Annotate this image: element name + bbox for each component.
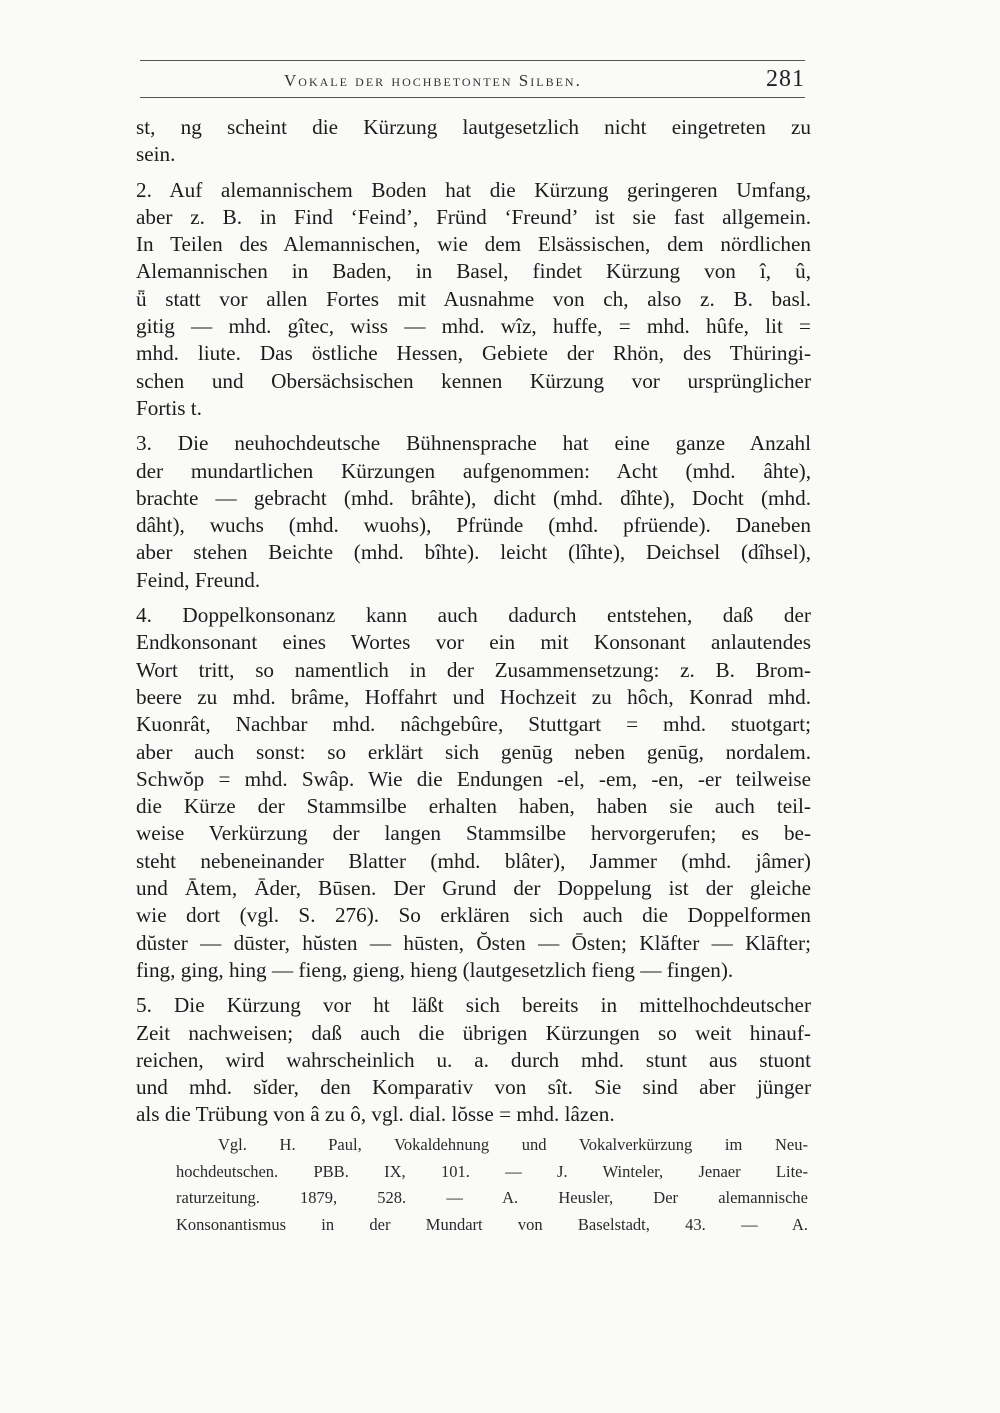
text-line: In Teilen des Alemannischen, wie dem Elsässischen, dem nördlichen [136,232,811,257]
text-line: Zeit nachweisen; daß auch die übrigen Kürzungen so weit hinauf- [136,1020,811,1045]
text-line: steht nebeneinander Blatter (mhd. blâter), Jammer (mhd. jâmer) [136,848,811,873]
note-line: raturzeitung. 1879, 528. — A. Heusler, Der alemannische [176,1188,808,1207]
paragraph-gap [136,169,811,177]
text-line: Fortis t. [136,395,202,420]
text-line: aber auch sonst: so erklärt sich genūg neben genūg, nordalem. [136,739,811,764]
text-line: und mhd. sĭder, den Komparativ von sît. Sie sind aber jünger [136,1075,811,1100]
text-line: aber stehen Beichte (mhd. bîhte). leicht (lîhte), Deichsel (dîhsel), [136,540,811,565]
page-number: 281 [766,66,805,92]
text-line: Wort tritt, so namentlich in der Zusammensetzung: z. B. Brom- [136,657,811,682]
note-line: hochdeutschen. PBB. IX, 101. — J. Winteler, Jenaer Lite- [176,1161,808,1181]
text-line: Schwŏp = mhd. Swâp. Wie die Endungen -el, -em, -en, -er teilweise [136,766,811,791]
text-line: 4. Doppelkonsonanz kann auch dadurch entstehen, daß der [136,603,811,628]
text-line: dŭster — dūster, hŭsten — hūsten, Ŏsten — Ōsten; Klăfter — Klāfter; [136,930,811,955]
running-head-title: Vokale der hochbetonten Silben. [284,71,582,90]
text-line: ǖ statt vor allen Fortes mit Ausnahme von ch, also z. B. basl. [136,286,811,311]
text-line: beere zu mhd. brâme, Hoffahrt und Hochzeit zu hôch, Konrad mhd. [136,684,811,709]
body-text [136,114,811,1129]
text-line: schen und Obersächsischen kennen Kürzung vor ursprünglicher [136,368,811,393]
text-line: st, ng scheint die Kürzung lautgesetzlich nicht eingetreten zu [136,115,811,139]
text-line: Endkonsonant eines Wortes vor ein mit Konsonant anlautendes [136,630,811,655]
text-line: mhd. liute. Das östliche Hessen, Gebiete der Rhön, des Thüringi- [136,341,811,366]
paragraph-gap [136,984,811,992]
text-line: wie dort (vgl. S. 276). So erklären sich auch die Doppelformen [136,903,811,928]
header-rule-bottom [140,97,805,98]
bibliography-note [176,1132,808,1238]
text-line: die Kürze der Stammsilbe erhalten haben, haben sie auch teil- [136,794,811,819]
text-line: als die Trübung von â zu ô, vgl. dial. lŏsse = mhd. lâzen. [136,1102,615,1127]
text-line: aber z. B. in Find ‘Feind’, Fründ ‘Freund’ ist sie fast allgemein. [136,204,811,229]
text-line: brachte — gebracht (mhd. brâhte), dicht (mhd. dîhte), Docht (mhd. [136,485,811,510]
text-line: gitig — mhd. gîtec, wiss — mhd. wîz, huffe, = mhd. hûfe, lit = [136,314,811,339]
text-line: dâht), wuchs (mhd. wuohs), Pfründe (mhd. pfrüende). Daneben [136,513,811,538]
text-line: 2. Auf alemannischem Boden hat die Kürzung geringeren Umfang, [136,177,811,202]
note-line: Konsonantismus in der Mundart von Baselstadt, 43. — A. [176,1214,808,1234]
text-line: Feind, Freund. [136,567,261,592]
header-rule-top [140,60,805,61]
text-line: sein. [136,142,176,167]
text-line: der mundartlichen Kürzungen aufgenommen: Acht (mhd. âhte), [136,458,811,483]
text-line: weise Verkürzung der langen Stammsilbe hervorgerufen; es be- [136,821,811,846]
text-line: Kuonrât, Nachbar mhd. nâchgebûre, Stuttgart = mhd. stuotgart; [136,712,811,737]
note-line: Vgl. H. Paul, Vokaldehnung und Vokalverkürzung im Neu- [218,1135,808,1154]
text-line: reichen, wird wahrscheinlich u. a. durch mhd. stunt aus stuont [136,1047,811,1072]
paragraph-gap [136,594,811,602]
text-line: und Ātem, Āder, Būsen. Der Grund der Doppelung ist der gleiche [136,876,811,901]
running-head [140,66,805,93]
text-line: Alemannischen in Baden, in Basel, findet Kürzung von î, û, [136,259,811,284]
paragraph-gap [136,422,811,430]
text-line: fing, ging, hing — fieng, gieng, hieng (lautgesetzlich fieng — fingen). [136,957,734,982]
text-line: 3. Die neuhochdeutsche Bühnensprache hat eine ganze Anzahl [136,431,811,456]
text-line: 5. Die Kürzung vor ht läßt sich bereits in mittelhochdeutscher [136,993,811,1018]
